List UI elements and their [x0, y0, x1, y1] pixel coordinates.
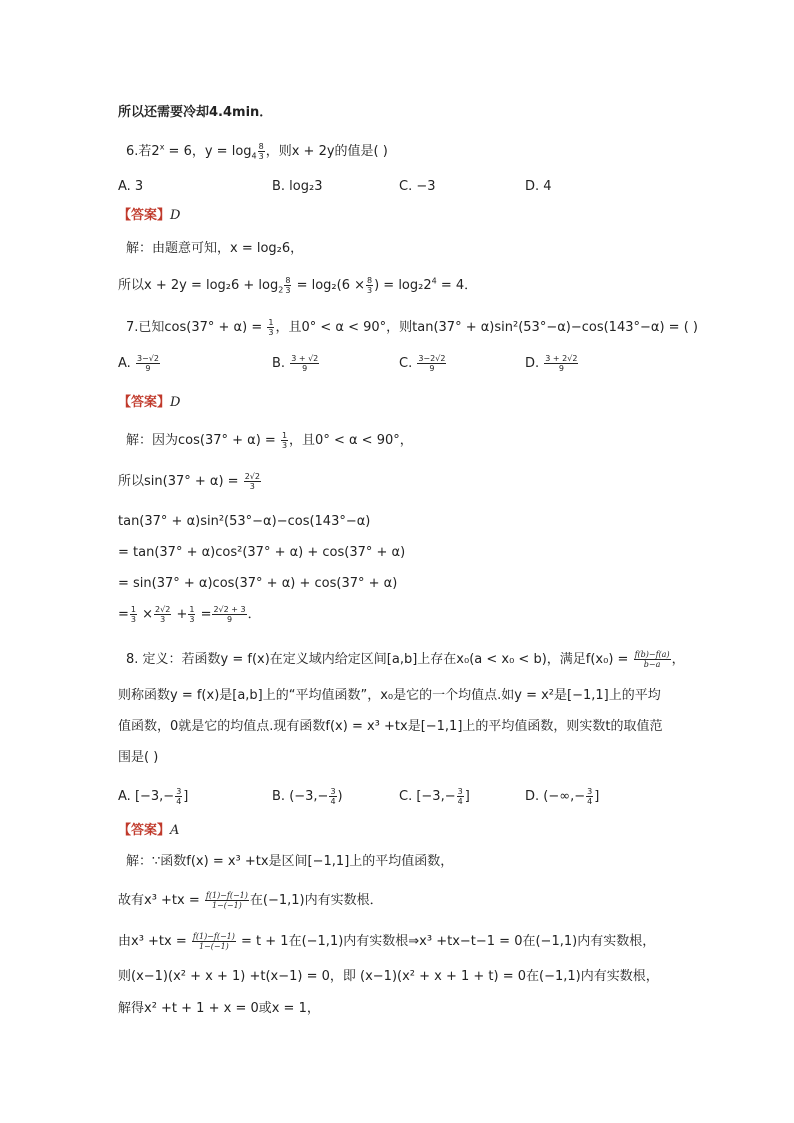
question-8-line-3: 值函数，0就是它的均值点.现有函数f(x) = x³ +tx是[−1,1]上的平均值函数，则实数t的取值范 — [118, 719, 663, 734]
q6-option-d: D. 4 — [525, 179, 552, 194]
q8-option-a: A. [−3,− $\frac{3}{4}$ ] — [118, 787, 189, 806]
q7-solution-4: = tan(37° + α)cos²(37° + α) + cos(37° + α) — [118, 545, 406, 560]
question-8-line-4: 围是( ) — [118, 750, 159, 765]
q7-option-a: A. $\frac{3-√2}{9}$ — [118, 354, 159, 373]
q6-suffix: ，则x + 2y的值是( ) — [265, 144, 388, 159]
q8-option-c: C. [−3,− $\frac{3}{4}$ ] — [399, 787, 470, 806]
q8-solution-2: 故有x³ +tx = $\frac{f(1)-f(-1)}{1-(-1)}$ 在(−1,1)内有实数根． — [118, 891, 383, 910]
q7-option-c: C. $\frac{3-2√2}{9}$ — [399, 354, 446, 373]
q6-answer: 【答案】D — [118, 208, 181, 223]
q6-mid: = 6，y = log — [164, 144, 252, 159]
q7-solution-5: = sin(37° + α)cos(37° + α) + cos(37° + α) — [118, 576, 398, 591]
q8-solution-4: 则(x−1)(x² + x + 1) +t(x−1) = 0，即 (x−1)(x² + x + 1 + t) = 0在(−1,1)内有实数根， — [118, 969, 659, 984]
q7-option-d: D. $\frac{3 + 2√2}{9}$ — [525, 354, 578, 373]
q6-option-b: B. log₂3 — [272, 179, 323, 194]
q6-solution-2: 所以$x + 2y = \log_26 + \log_2$ $\frac{8}{3}$ = log₂(6 × $\frac{8}{3}$ ) = $\log_22^4 = 4$． — [118, 276, 478, 295]
q7-solution-3: tan(37° + α)sin²(53°−α)−cos(143°−α) — [118, 514, 371, 529]
q6-exp: x — [159, 142, 165, 152]
q8-answer: 【答案】A — [118, 823, 180, 838]
q7-solution-6: = $\frac{1}{3}$ × $\frac{2√2}{3}$ + $\frac{1}{3}$ = $\frac{2√2 + 3}{9}$ ． — [118, 605, 261, 624]
q8-option-d: D. (−∞,− $\frac{3}{4}$ ] — [525, 787, 600, 806]
q6-base: 4 — [251, 151, 257, 161]
question-8-line-1: 8. 定义：若函数y = f(x)在定义域内给定区间[a,b]上存在x₀(a < x₀ < b)，满足f(x₀) = $\frac{f(b)-f(a)}{b-a}$ ， — [126, 650, 685, 669]
text-line: 所以还需要冷却4.4min． — [118, 105, 273, 120]
q6-option-a: A. 3 — [118, 179, 144, 194]
q8-option-b: B. (−3,− $\frac{3}{4}$ ) — [272, 787, 343, 806]
q8-solution-5: 解得x² +t + 1 + x = 0或x = 1， — [118, 1001, 320, 1016]
q8-solution-3: 由x³ +tx = $\frac{f(1)-f(-1)}{1-(-1)}$ = t + 1在(−1,1)内有实数根⇒x³ +tx−t−1 = 0在(−1,1)内有实数根， — [118, 932, 656, 951]
q6-fraction: $\frac{8}{3}$ — [258, 142, 264, 161]
q7-solution-2: 所以sin(37° + α) = $\frac{2√2}{3}$ — [118, 472, 260, 491]
question-7: 7.已知cos(37° + α) = $\frac{1}{3}$ ，且0° < α < 90°，则tan(37° + α)sin²(53°−α)−cos(143°−α) = ( ) — [126, 318, 698, 337]
q6-option-c: C. −3 — [399, 179, 436, 194]
question-8-line-2: 则称函数y = f(x)是[a,b]上的“平均值函数”，x₀是它的一个均值点.如y = x²是[−1,1]上的平均 — [118, 688, 661, 703]
q7-answer: 【答案】D — [118, 395, 181, 410]
q8-solution-1: 解：∵函数f(x) = x³ +tx是区间[−1,1]上的平均值函数， — [126, 854, 454, 869]
q6-prefix: 6.若2 — [126, 144, 160, 159]
q6-solution-1: 解：由题意可知，x = log₂6， — [126, 241, 304, 256]
q7-option-b: B. $\frac{3 + √2}{9}$ — [272, 354, 319, 373]
q7-solution-1: 解：因为cos(37° + α) = $\frac{1}{3}$ ，且0° < α < 90°， — [126, 431, 413, 450]
question-6 — [126, 142, 388, 161]
